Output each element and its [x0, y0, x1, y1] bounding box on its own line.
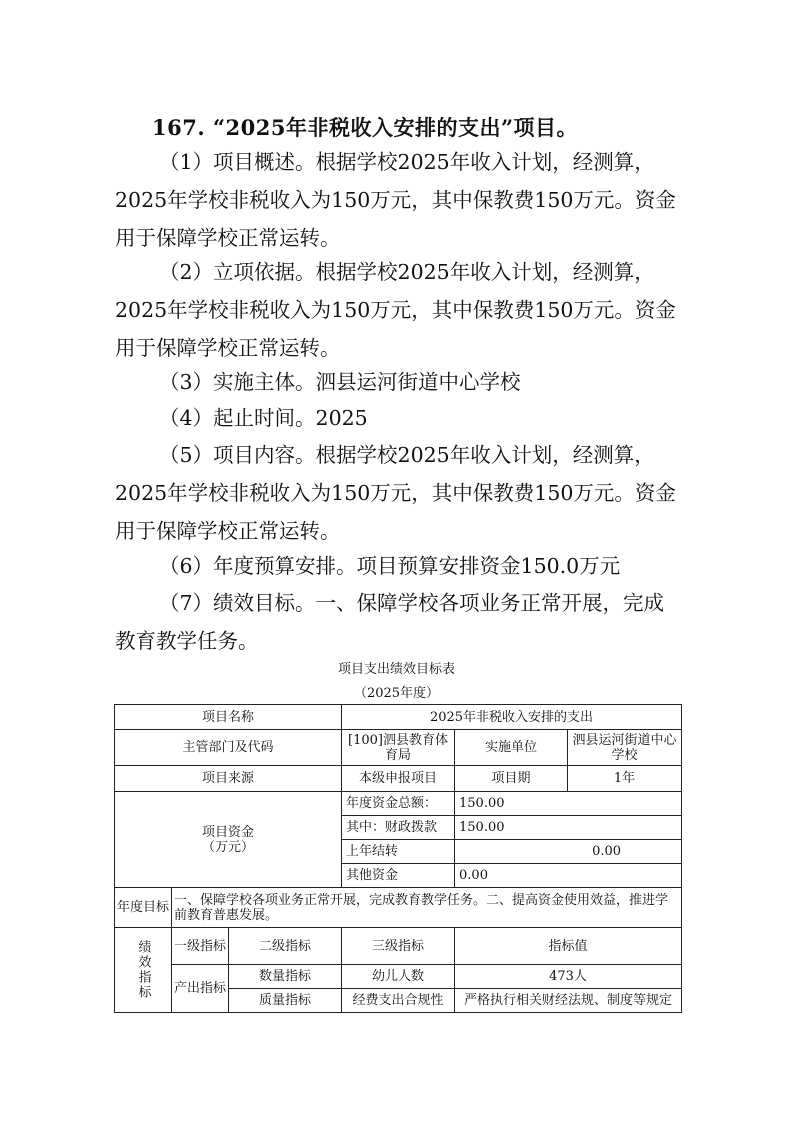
level3-header: 三级指标	[342, 928, 455, 965]
paragraph-content	[115, 437, 685, 550]
paragraph-line: （7）绩效目标。一、保障学校各项业务正常开展，完成	[159, 591, 665, 615]
paragraph-line: 2025年学校非税收入为150万元，其中保教费150万元。资金	[115, 480, 676, 505]
paragraph-line: （3）实施主体。泗县运河街道中心学校	[159, 370, 521, 394]
annual-goal-label: 年度目标	[115, 888, 172, 928]
project-name-label: 项目名称	[115, 705, 342, 730]
paragraph-line: （6）年度预算安排。项目预算安排资金150.0万元	[159, 554, 621, 578]
other-funds-label: 其他资金	[342, 864, 455, 888]
performance-target-table	[114, 704, 682, 1013]
period-value: 1年	[568, 766, 682, 792]
paragraph-line: 用于保障学校正常运转。	[115, 335, 341, 360]
unit-value: 泗县运河街道中心学校	[568, 730, 682, 766]
annual-total-label: 年度资金总额：	[342, 792, 455, 816]
paragraph-line: （2）立项依据。根据学校2025年收入计划，经测算，	[159, 260, 655, 284]
paragraph-basis	[115, 254, 685, 367]
table-row	[115, 766, 682, 792]
funds-label: 项目资金	[202, 824, 255, 840]
level2-cell: 质量指标	[229, 989, 342, 1013]
level1-header: 一级指标	[172, 928, 229, 965]
other-funds-value: 0.00	[455, 864, 682, 888]
level2-cell: 数量指标	[229, 965, 342, 989]
indicator-value-cell: 473人	[455, 965, 682, 989]
paragraph-line: （5）项目内容。根据学校2025年收入计划，经测算，	[159, 443, 655, 467]
table-row	[115, 792, 682, 816]
paragraph-period	[115, 400, 685, 438]
table-title: 项目支出绩效目标表	[337, 662, 455, 677]
paragraph-overview	[115, 144, 685, 257]
paragraph-line: （4）起止时间。2025	[159, 406, 368, 430]
table-subtitle: （2025年度）	[353, 686, 440, 701]
paragraph-line: 用于保障学校正常运转。	[115, 518, 341, 543]
table-row	[115, 928, 682, 965]
performance-indicator-label: 绩效指标	[115, 928, 172, 1013]
dept-label: 主管部门及代码	[115, 730, 342, 766]
table-row	[115, 730, 682, 766]
indicator-value-cell: 严格执行相关财经法规、制度等规定	[455, 989, 682, 1013]
level3-cell: 幼儿人数	[342, 965, 455, 989]
annual-goal-text: 一、保障学校各项业务正常开展，完成教育教学任务。二、提高资金使用效益，推进学前教育普惠发展。	[172, 888, 682, 928]
table-row	[115, 965, 682, 989]
table-row	[115, 705, 682, 730]
section-heading: 167. “2025年非税收入安排的支出”项目。	[152, 115, 579, 140]
source-value: 本级申报项目	[342, 766, 455, 792]
annual-total-value: 150.00	[455, 792, 682, 816]
output-indicator-label: 产出指标	[172, 965, 229, 1013]
funds-unit: （万元）	[202, 839, 255, 855]
level2-header: 二级指标	[229, 928, 342, 965]
paragraph-line: （1）项目概述。根据学校2025年收入计划，经测算，	[159, 150, 655, 174]
paragraph-line: 用于保障学校正常运转。	[115, 225, 341, 250]
fiscal-label: 其中：财政拨款	[342, 816, 455, 840]
period-label: 项目期	[455, 766, 568, 792]
table-row	[115, 888, 682, 928]
paragraph-line: 教育教学任务。	[115, 628, 259, 653]
indicator-value-header: 指标值	[455, 928, 682, 965]
paragraph-line: 2025年学校非税收入为150万元，其中保教费150万元。资金	[115, 187, 676, 212]
source-label: 项目来源	[115, 766, 342, 792]
fiscal-value: 150.00	[455, 816, 682, 840]
carryover-value: 0.00	[455, 840, 682, 864]
carryover-label: 上年结转	[342, 840, 455, 864]
unit-label: 实施单位	[455, 730, 568, 766]
paragraph-line: 2025年学校非税收入为150万元，其中保教费150万元。资金	[115, 297, 676, 322]
paragraph-target	[115, 585, 685, 661]
project-name-value: 2025年非税收入安排的支出	[342, 705, 682, 730]
paragraph-implementer	[115, 364, 685, 402]
level3-cell: 经费支出合规性	[342, 989, 455, 1013]
funds-label-cell	[115, 792, 342, 888]
paragraph-budget	[115, 548, 685, 586]
dept-value: [100]泗县教育体育局	[342, 730, 455, 766]
